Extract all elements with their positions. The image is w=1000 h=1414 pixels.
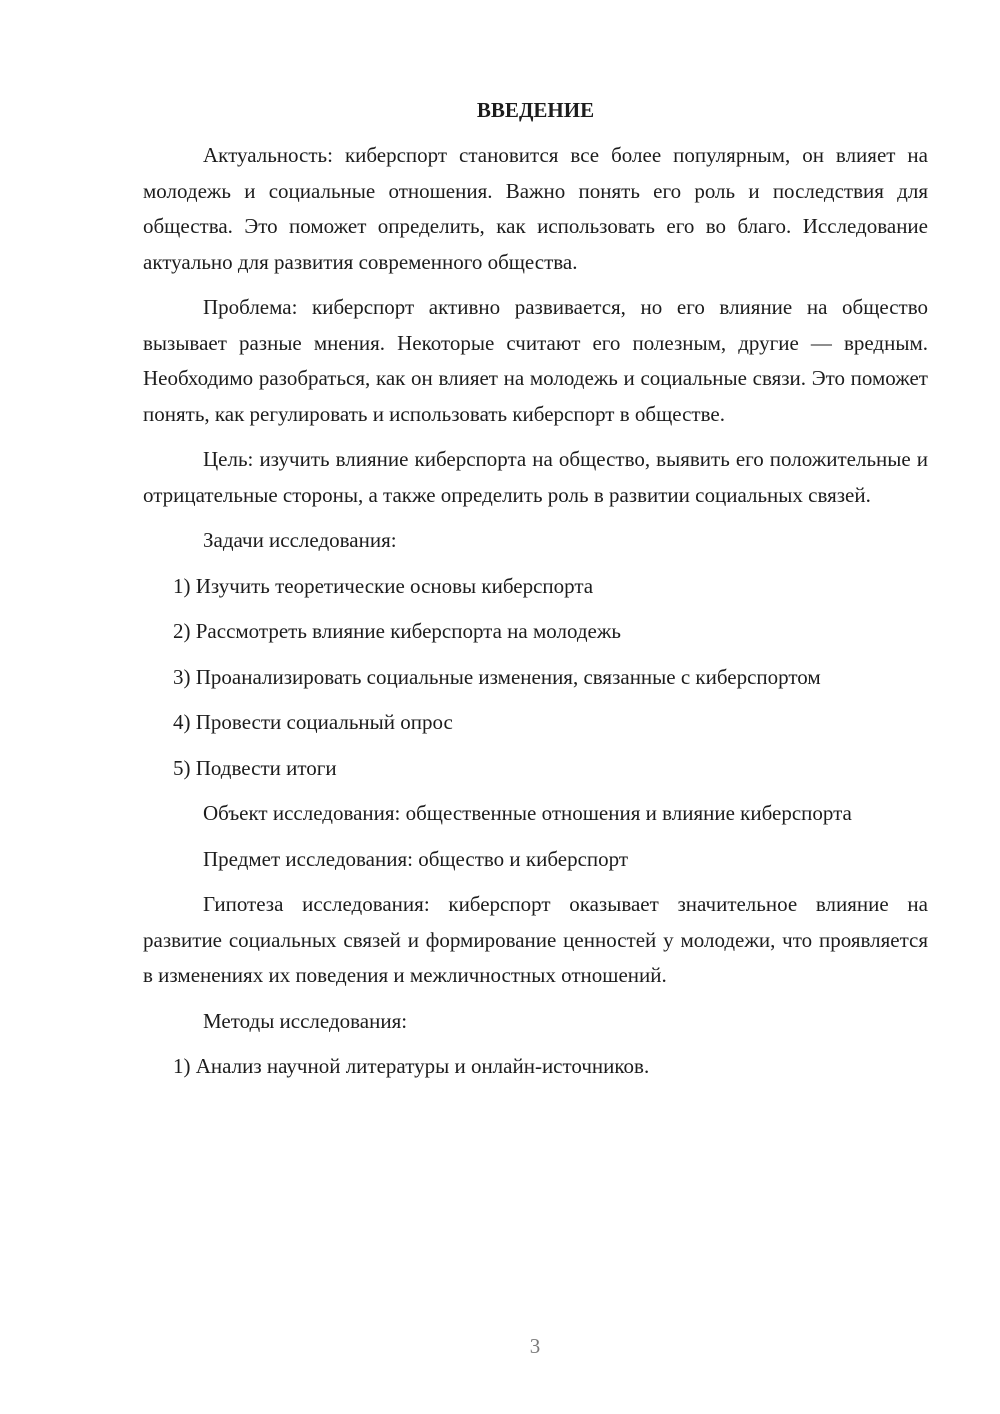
relevance-paragraph: Актуальность: киберспорт становится все более популярным, он влияет на молодежь и социальные отношения. Важно понять его роль и последствия для общества. Это поможет определить, как использовать его во благо. Исследование актуально для развития современного общества.: [143, 143, 928, 274]
tasks-heading: Задачи исследования:: [203, 528, 397, 552]
subject-paragraph: Предмет исследования: общество и киберспорт: [203, 846, 629, 871]
task-item-5: 5) Подвести итоги: [173, 755, 337, 780]
task-item-4: 4) Провести социальный опрос: [173, 710, 453, 734]
methods-heading: Методы исследования:: [203, 1008, 408, 1033]
object-paragraph: Объект исследования: общественные отношения и влияние киберспорта: [203, 801, 852, 825]
method-item-1: 1) Анализ научной литературы и онлайн-источников.: [173, 1054, 650, 1078]
document-body: [143, 96, 928, 1095]
section-title: ВВЕДЕНИЕ: [476, 98, 595, 122]
hypothesis-paragraph: Гипотеза исследования: киберспорт оказывает значительное влияние на развитие социальных связей и формирование ценностей у молодежи, что проявляется в изменениях их поведения и межличностных отношений.: [143, 892, 928, 987]
task-item-1: 1) Изучить теоретические основы киберспорта: [173, 573, 594, 598]
task-item-3: 3) Проанализировать социальные изменения, связанные с киберспортом: [173, 664, 821, 689]
page-number: 3: [529, 1334, 541, 1358]
goal-paragraph: Цель: изучить влияние киберспорта на общество, выявить его положительные и отрицательные стороны, а также определить роль в развитии социальных связей.: [143, 447, 928, 507]
task-item-2: 2) Рассмотреть влияние киберспорта на молодежь: [173, 619, 621, 643]
problem-paragraph: Проблема: киберспорт активно развивается, но его влияние на общество вызывает разные мнения. Некоторые считают его полезным, другие — вредным. Необходимо разобраться, как он влияет на молодежь и социальные связи. Это поможет понять, как регулировать и использовать киберспорт в обществе.: [143, 295, 928, 426]
